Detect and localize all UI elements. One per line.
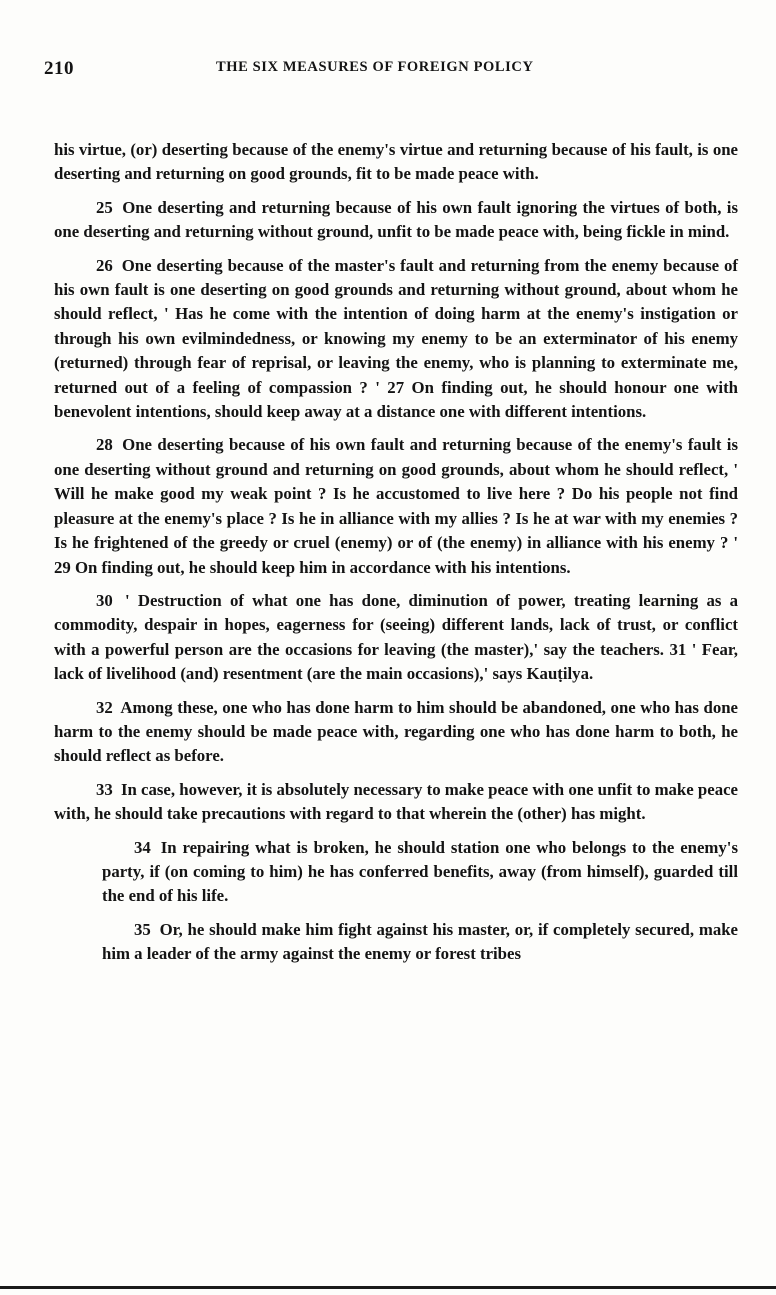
paragraph-text: One deserting because of the master's fault and returning from the enemy because of his own fault is one deserting on good grounds and returning without ground, about whom he should reflect, ' Has he come with the intention of doing harm at the enemy's instigation or through his own evilmindedness, or knowing my enemy to be an exterminator of his enemy (returned) through fear of reprisal, or leaving the enemy, who is planning to exterminate me, returned out of a feeling of compassion ? ' 27 On finding out, he should honour one with benevolent intentions, should keep away at a distance one with different intentions.	[54, 255, 738, 422]
paragraph	[54, 254, 738, 425]
page-header	[44, 58, 736, 84]
body-text	[54, 138, 738, 976]
paragraph	[54, 138, 738, 187]
section-number: 35	[134, 919, 151, 939]
running-head: THE SIX MEASURES OF FOREIGN POLICY	[216, 59, 534, 75]
paragraph-text: One deserting because of his own fault and returning because of the enemy's fault is one deserting without ground and returning on good grounds, about whom he should reflect, ' Will he make good my weak point ? Is he accustomed to live here ? Do his people not find pleasure at the enemy's place ? Is he in alliance with my allies ? Is he at war with my enemies ? Is he frightened of the greedy or cruel (enemy) or of (the enemy) in alliance with his enemy ? ' 29 On finding out, he should keep him in accordance with his intentions.	[54, 435, 738, 577]
paragraph-text: Or, he should make him fight against his master, or, if completely secured, make him a leader of the army against the enemy or forest tribes	[102, 919, 738, 964]
paragraph	[54, 196, 738, 245]
section-number: 28	[96, 435, 113, 455]
section-number: 26	[96, 255, 113, 275]
page-number: 210	[44, 58, 74, 79]
section-number: 33	[96, 779, 113, 799]
paragraph	[102, 918, 738, 967]
paragraph-text: One deserting and returning because of his own fault ignoring the virtues of both, is one deserting and returning without ground, unfit to be made peace with, being fickle in mind.	[54, 197, 738, 242]
paragraph-text: In case, however, it is absolutely necessary to make peace with one unfit to make peace with, he should take precautions with regard to that wherein the (other) has might.	[54, 779, 738, 824]
section-number: 30	[96, 590, 113, 610]
section-number: 25	[96, 197, 113, 217]
paragraph	[54, 696, 738, 769]
section-number: 34	[134, 837, 151, 857]
page-bottom-edge	[0, 1286, 776, 1289]
paragraph-text: Among these, one who has done harm to him should be abandoned, one who has done harm to the enemy should be made peace with, regarding one who has done harm to both, he should reflect as before.	[54, 697, 738, 766]
paragraph	[102, 836, 738, 909]
section-number: 32	[96, 697, 113, 717]
paragraph-text: his virtue, (or) deserting because of the enemy's virtue and returning because of his fault, is one deserting and returning on good grounds, fit to be made peace with.	[54, 140, 738, 184]
paragraph	[54, 589, 738, 687]
paragraph-text: In repairing what is broken, he should station one who belongs to the enemy's party, if (on coming to him) he has conferred benefits, away (from himself), guarded till the end of his life.	[102, 837, 738, 906]
paragraph	[54, 433, 738, 579]
paragraph	[54, 778, 738, 827]
paragraph-text: ' Destruction of what one has done, diminution of power, treating learning as a commodity, despair in hopes, eagerness for (seeing) different lands, lack of trust, or conflict with a powerful person are the occasions for leaving (the master),' say the teachers. 31 ' Fear, lack of livelihood (and) resentment (are the main occasions),' says Kauṭilya.	[54, 590, 738, 684]
